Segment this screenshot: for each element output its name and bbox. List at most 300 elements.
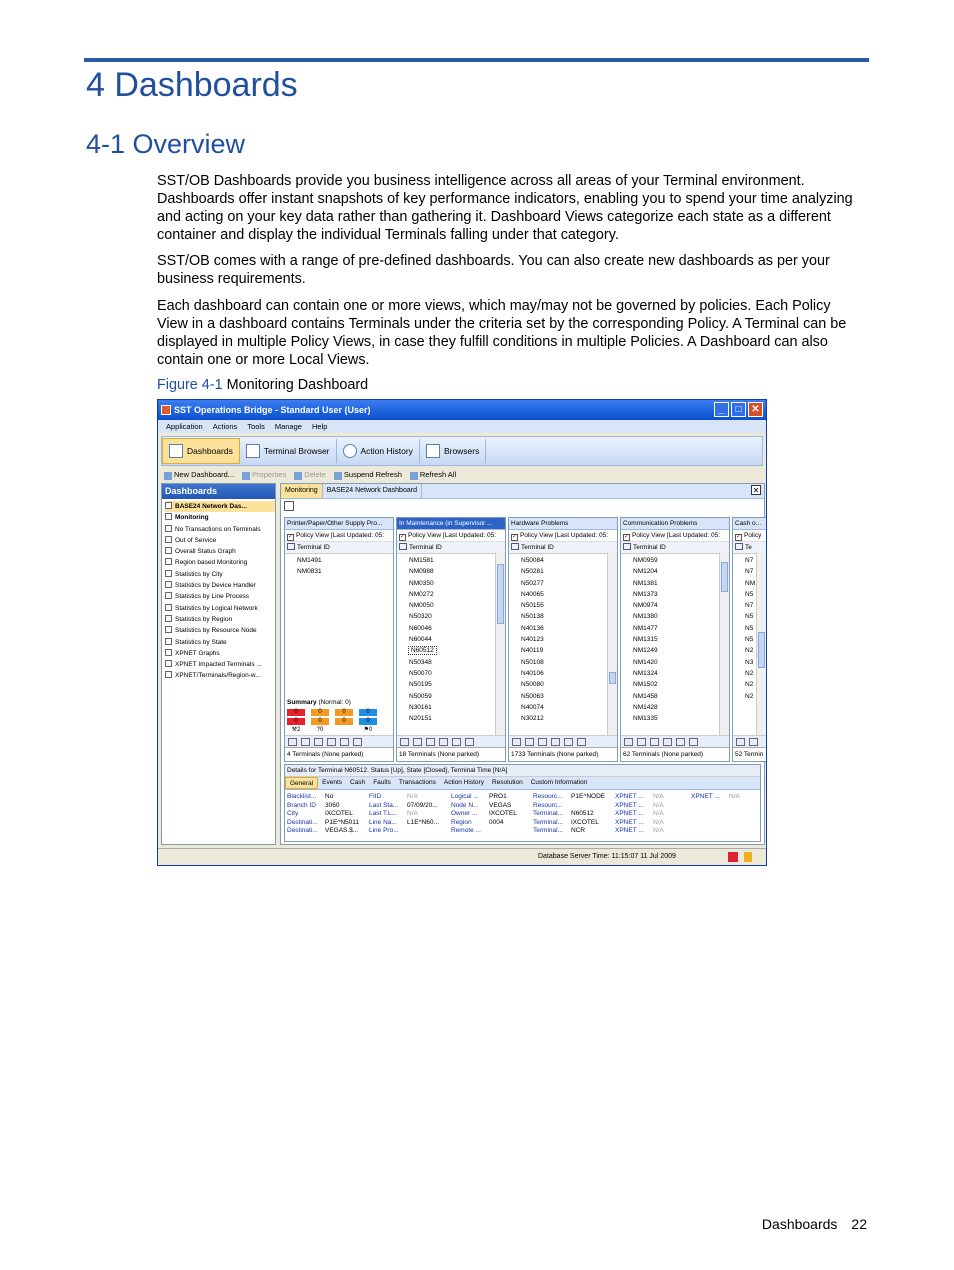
summary-count-value: 2 (297, 727, 301, 733)
tab-events[interactable]: Events (322, 779, 342, 786)
tree-item-label: Statistics by Resource Node (175, 627, 257, 635)
policy-view-label: Policy View [Last Updated: 05: (632, 532, 721, 539)
nav-browsers-label: Browsers (443, 446, 480, 456)
properties-button[interactable] (242, 470, 286, 479)
checkbox-icon: ✓ (624, 534, 630, 540)
dashboard-item-icon (165, 671, 172, 678)
details-group (615, 793, 689, 836)
list-item[interactable]: N5 (745, 613, 754, 621)
detail-key: Destinati... (287, 818, 318, 826)
detail-key: Last Sta... (369, 801, 399, 809)
summary-cell: 0 (287, 709, 305, 716)
scrollbar-thumb[interactable] (721, 562, 728, 592)
summary-count (311, 727, 329, 734)
detail-value: N/A (407, 793, 418, 800)
tree-item-label: Statistics by Line Process (175, 593, 250, 601)
list-item[interactable]: N40074 (521, 703, 544, 711)
detail-key: XPNET ... (615, 810, 644, 818)
toolbar-icon[interactable] (525, 738, 534, 746)
tab-faults[interactable]: Faults (373, 779, 391, 786)
policy-view-columns (284, 517, 767, 762)
scrollbar-thumb[interactable] (758, 632, 765, 668)
detail-value: N/A (653, 793, 664, 800)
detail-value: P1E^N5011 (325, 818, 360, 826)
terminal-id-label: Terminal ID (521, 544, 554, 551)
detail-value: N/A (407, 810, 418, 818)
details-group (691, 793, 759, 836)
detail-key: Last T.L... (369, 810, 398, 818)
details-group (287, 793, 367, 836)
nav-bar (161, 436, 763, 466)
list-item[interactable]: NM1458 (633, 692, 658, 700)
toolbar-icon[interactable] (624, 738, 633, 746)
detail-value: IXCOTEL (571, 818, 599, 826)
terminal-id-header[interactable] (621, 542, 729, 554)
list-item[interactable]: NM1249 (633, 647, 658, 655)
list-item[interactable]: NM0350 (409, 579, 434, 587)
scrollbar[interactable] (756, 552, 766, 742)
toolbar-icon[interactable] (288, 738, 297, 746)
nav-dashboards-label: Dashboards (187, 446, 233, 456)
list-item[interactable]: N50063 (521, 692, 544, 700)
details-group (533, 793, 613, 836)
tree-item[interactable] (165, 501, 275, 512)
close-icon[interactable]: ✕ (748, 402, 763, 417)
detail-value: 0004 (489, 818, 504, 826)
grid-icon (623, 543, 631, 550)
details-tabs (285, 777, 760, 790)
list-item[interactable]: N50155 (521, 602, 544, 610)
tree-item-label: XPNET Graphs (175, 649, 220, 657)
dashboards-pane-title: Dashboards (162, 484, 275, 499)
list-item[interactable]: N30161 (409, 703, 432, 711)
tool-icon: ⚒ (291, 727, 298, 733)
grid-icon (511, 543, 519, 550)
column-title[interactable]: Printer/Paper/Other Supply Pro... (285, 518, 393, 530)
scrollbar[interactable] (607, 552, 617, 742)
help-icon[interactable] (728, 852, 738, 862)
detail-key: XPNET ... (615, 818, 644, 826)
list-item[interactable]: N2 (745, 692, 754, 700)
list-item[interactable]: N50348 (409, 658, 432, 666)
tree-item[interactable] (165, 535, 275, 546)
tree-item[interactable] (165, 512, 275, 523)
maximize-icon[interactable]: □ (731, 402, 746, 417)
policy-view-label: Policy View [Last Updated: 05: (408, 532, 497, 539)
list-item[interactable]: N5 (745, 636, 754, 644)
list-item[interactable]: N40119 (521, 647, 544, 655)
summary-panel (287, 699, 391, 734)
checkbox-icon: ✓ (736, 534, 742, 540)
detail-value: P1E^NODE (571, 793, 606, 800)
list-item[interactable]: N50059 (409, 692, 432, 700)
tree-item[interactable] (165, 580, 275, 591)
detail-key: FIID (369, 793, 382, 800)
tree-item[interactable] (165, 625, 275, 636)
detail-value: IXCOTEL (489, 810, 517, 818)
detail-key: Remote ... (451, 827, 481, 835)
toolbar-icon[interactable] (400, 738, 409, 746)
terminal-id-header[interactable] (509, 542, 617, 554)
list-item[interactable]: NM0050 (409, 602, 434, 610)
nav-dashboards[interactable] (162, 438, 240, 464)
nav-terminal-browser[interactable] (240, 439, 337, 463)
list-item[interactable]: N7 (745, 568, 754, 576)
browser-icon (246, 444, 260, 458)
list-item[interactable]: N3 (745, 658, 754, 666)
dashboard-item-icon (165, 547, 172, 554)
chapter-title: 4 Dashboards (86, 66, 298, 104)
list-item[interactable]: N30212 (521, 715, 544, 723)
checkbox-icon: ✓ (288, 534, 294, 540)
terminal-list (297, 555, 393, 578)
dashboard-item-icon (165, 525, 172, 532)
detail-key: Terminal... (533, 827, 563, 835)
list-item[interactable]: N60046 (409, 624, 432, 632)
tree-item-label: Overall Status Graph (175, 548, 236, 556)
policy-view-row[interactable] (621, 530, 729, 542)
detail-key: XPNET ... (615, 801, 644, 809)
toolbar-icon[interactable] (689, 738, 698, 746)
policy-view-row[interactable] (285, 530, 393, 542)
paragraph-2: SST/OB comes with a range of pre-defined dashboards. You can also create new dashboards as per your business requirements. (157, 253, 830, 287)
detail-value: NCR (571, 827, 586, 835)
list-item[interactable]: N50281 (521, 568, 544, 576)
tree-item[interactable] (165, 569, 275, 580)
tree-item-label: Statistics by City (175, 570, 223, 578)
list-item[interactable]: NM1420 (633, 658, 658, 666)
summary-count-value: 0 (320, 727, 324, 733)
policy-view-column (396, 517, 506, 762)
toolbar-icon[interactable] (512, 738, 521, 746)
summary-count (359, 727, 377, 734)
list-item[interactable]: N2 (745, 647, 754, 655)
dashboard-item-icon (165, 536, 172, 543)
detail-key: Line Pro... (369, 827, 399, 835)
summary-cell: 0 (335, 718, 353, 725)
dashboards-pane (161, 483, 276, 845)
detail-key: Terminal... (533, 810, 563, 818)
paragraph-3: Each dashboard can contain one or more views, which may/may not be governed by policies. Each Policy View in a dashboard contains Terminals under the criteria set by the corresponding Policy. A Terminal can be displayed in multiple Policy Views, in case they fulfill conditions in multiple Policies. A Dashboard can also contain one or more Local Views. (157, 298, 847, 368)
menu-manage[interactable]: Manage (274, 422, 302, 431)
tree-item[interactable] (165, 670, 275, 681)
toolbar-icon[interactable] (650, 738, 659, 746)
menu-bar (158, 420, 766, 433)
list-item[interactable]: NM1335 (633, 715, 658, 723)
detail-value: L1E^N60... (407, 818, 439, 826)
list-item[interactable] (409, 645, 505, 656)
detail-value: N/A (653, 818, 664, 826)
policy-view-column (732, 517, 767, 762)
scrollbar[interactable] (495, 552, 505, 742)
detail-key: Branch ID (287, 801, 316, 809)
toolbar-icon[interactable] (663, 738, 672, 746)
tree-item[interactable] (165, 614, 275, 625)
dashboard-icon (169, 444, 183, 458)
summary-cell: 0 (287, 718, 305, 725)
detail-value: N/A (653, 827, 664, 835)
tree-item-label: XPNET Impacted Terminals ... (175, 661, 262, 669)
tab-general[interactable]: General (285, 777, 318, 789)
menu-help[interactable]: Help (311, 422, 328, 431)
details-group (369, 793, 449, 836)
list-item[interactable]: N2 (745, 681, 754, 689)
tree-item-label: Statistics by State (175, 638, 227, 646)
list-item[interactable]: N5 (745, 590, 754, 598)
suspend-refresh-button[interactable] (334, 470, 402, 479)
footer-page-number: 22 (851, 1216, 867, 1232)
dashboard-item-icon (165, 604, 172, 611)
tab-resolution[interactable]: Resolution (491, 779, 523, 786)
scrollbar[interactable] (719, 552, 729, 742)
terminal-id-header[interactable] (285, 542, 393, 554)
list-item[interactable]: N7 (745, 557, 754, 564)
detail-value: N/A (729, 793, 740, 800)
toolbar-icon[interactable] (637, 738, 646, 746)
summary-count (287, 727, 305, 734)
tree-item-label: Monitoring (175, 514, 209, 522)
detail-key: XPNET ... (691, 793, 720, 800)
chapter-rule (84, 58, 869, 62)
list-item[interactable]: NM0272 (409, 590, 434, 598)
dashboard-item-icon (165, 626, 172, 633)
tree-item[interactable] (165, 648, 275, 659)
summary-label: Summary (287, 699, 317, 706)
terminal-details (284, 764, 761, 842)
toolbar-icon[interactable] (413, 738, 422, 746)
tree-item[interactable] (165, 546, 275, 557)
list-item[interactable]: N50195 (409, 681, 432, 689)
summary-cell: 0 (335, 709, 353, 716)
toolbar-icon[interactable] (340, 738, 349, 746)
status-bar (158, 848, 766, 865)
list-item[interactable]: N7 (745, 602, 754, 610)
list-item[interactable]: N40123 (521, 636, 544, 644)
tab-custom-information[interactable]: Custom Information (530, 779, 588, 786)
tab-cash[interactable]: Cash (350, 779, 366, 786)
detail-value (489, 827, 531, 836)
terminal-id-label: Terminal ID (409, 544, 442, 551)
tree-item[interactable] (165, 524, 275, 535)
tree-item-label: Statistics by Device Handler (175, 582, 256, 590)
detail-value: VEGAS.$... (325, 827, 359, 835)
detail-key: Terminal... (533, 818, 563, 826)
nav-terminal-browser-label: Terminal Browser (263, 446, 330, 456)
policy-view-row[interactable] (509, 530, 617, 542)
detail-key: Region (451, 818, 472, 826)
toolbar-icon[interactable] (465, 738, 474, 746)
list-item[interactable]: NM1491 (297, 557, 322, 564)
list-item[interactable]: NM1373 (633, 590, 658, 598)
toolbar-icon[interactable] (426, 738, 435, 746)
column-footer: 62 Terminals (None parked) (621, 747, 729, 761)
focused-item[interactable]: N60512 (411, 647, 434, 655)
tree-item-label: Out of Service (175, 536, 217, 544)
refresh-all-button[interactable] (410, 470, 456, 479)
terminal-list (521, 555, 617, 724)
minimize-icon[interactable]: _ (714, 402, 729, 417)
detail-key: Resourc... (533, 793, 563, 800)
toolbar-icon[interactable] (452, 738, 461, 746)
list-item[interactable]: N50080 (521, 681, 544, 689)
refresh-all-label: Refresh All (419, 470, 457, 480)
tree-item[interactable] (165, 659, 275, 670)
properties-icon (242, 472, 250, 480)
tree-item[interactable] (165, 557, 275, 568)
paragraph-1: SST/OB Dashboards provide you business intelligence across all areas of your Terminal environment. Dashboards offer instant snapshots of key performance indicators, enabling you to spend your time analyzing and acting on your key data rather than gathering it. Dashboard Views categorize each state as a different container and display the individual Terminals falling under that category. (157, 173, 853, 243)
tree-item[interactable] (165, 591, 275, 602)
tab-monitoring[interactable]: Monitoring (281, 484, 323, 498)
list-item[interactable]: N40136 (521, 624, 544, 632)
toolbar-icon[interactable] (551, 738, 560, 746)
grid-icon (735, 543, 743, 550)
list-item[interactable]: NM1581 (409, 557, 434, 564)
column-title[interactable]: Hardware Problems (509, 518, 617, 530)
policy-view-label: Policy View [Last Updated: 05: (520, 532, 609, 539)
toolbar-icon[interactable] (439, 738, 448, 746)
toolbar-icon[interactable] (749, 738, 758, 746)
policy-view-row[interactable] (733, 530, 766, 542)
list-item[interactable]: NM1428 (633, 703, 658, 711)
tab-action-history[interactable]: Action History (443, 779, 484, 786)
lock-icon[interactable] (744, 852, 752, 862)
list-item[interactable]: NM1204 (633, 568, 658, 576)
tab-base24[interactable]: BASE24 Network Dashboard (323, 484, 422, 498)
toolbar-icon[interactable] (564, 738, 573, 746)
detail-key: City (287, 810, 299, 818)
toolbar-icon[interactable] (676, 738, 685, 746)
server-time: Database Server Time: 11:15:07 11 Jul 2009 (538, 853, 676, 860)
toolbar-icon[interactable] (577, 738, 586, 746)
list-item[interactable]: NM1315 (633, 636, 658, 644)
suspend-refresh-label: Suspend Refresh (343, 470, 402, 480)
layout-icon[interactable] (284, 501, 294, 511)
list-item[interactable]: NM1324 (633, 669, 658, 677)
detail-value: N/A (653, 810, 664, 818)
column-footer: 4 Terminals (None parked) (285, 747, 393, 761)
terminal-list (633, 555, 729, 724)
list-item[interactable]: N50277 (521, 579, 544, 587)
toolbar-icon[interactable] (301, 738, 310, 746)
tree-item-label: Region based Monitoring (175, 559, 248, 567)
details-group (451, 793, 531, 836)
properties-label: Properties (252, 470, 287, 480)
detail-key: Destinati... (287, 827, 318, 835)
detail-value: N/A (653, 801, 664, 809)
detail-value: No (325, 793, 334, 800)
list-item[interactable]: NM1381 (633, 579, 658, 587)
checkbox-icon: ✓ (400, 534, 406, 540)
nav-action-history[interactable] (337, 439, 420, 463)
tree-item-label: Statistics by Region (175, 615, 233, 623)
dashboard-item-icon (165, 649, 172, 656)
new-dashboard-button[interactable] (164, 470, 234, 479)
scrollbar-thumb[interactable] (609, 672, 616, 684)
policy-view-row[interactable] (397, 530, 505, 542)
toolbar-icon[interactable] (327, 738, 336, 746)
figure-caption (157, 377, 368, 393)
pin-icon: ⚑ (363, 727, 370, 733)
list-item[interactable]: NM0988 (409, 568, 434, 576)
list-item[interactable]: NM0974 (633, 602, 658, 610)
toolbar-icon[interactable] (314, 738, 323, 746)
summary-grid (287, 709, 391, 734)
list-item[interactable]: NM (745, 579, 756, 587)
list-item[interactable]: N50108 (521, 658, 544, 666)
menu-tools[interactable]: Tools (247, 422, 265, 431)
toolbar-icon[interactable] (353, 738, 362, 746)
action-bar (161, 468, 763, 482)
grid-icon (399, 543, 407, 550)
toolbar-icon[interactable] (736, 738, 745, 746)
list-item[interactable]: NM1502 (633, 681, 658, 689)
list-item[interactable]: N40065 (521, 590, 544, 598)
list-item[interactable]: NM1380 (633, 613, 658, 621)
list-item[interactable]: N50070 (409, 669, 432, 677)
list-item[interactable]: N20151 (409, 715, 432, 723)
summary-cell: 0 (311, 709, 329, 716)
list-item[interactable]: NM1477 (633, 624, 658, 632)
tree-item-label: XPNET/Terminals/Region-w... (175, 672, 261, 680)
detail-value: VEGAS (489, 801, 512, 809)
summary-cell: 0 (359, 718, 377, 725)
list-item[interactable]: NM0831 (297, 568, 322, 576)
list-item[interactable]: N5 (745, 624, 754, 632)
title-bar (158, 400, 766, 420)
menu-actions[interactable]: Actions (212, 422, 238, 431)
page-footer (762, 1216, 867, 1232)
summary-normal: (Normal: 0) (318, 699, 351, 706)
list-item[interactable]: N60044 (409, 636, 432, 644)
clock-icon (343, 444, 357, 458)
menu-application[interactable]: Application (166, 422, 203, 431)
new-dashboard-icon (164, 472, 172, 480)
terminal-id-header[interactable] (397, 542, 505, 554)
footer-section: Dashboards (761, 1216, 838, 1232)
toolbar-icon[interactable] (538, 738, 547, 746)
tree-item[interactable] (165, 637, 275, 648)
nav-browsers[interactable] (420, 439, 486, 463)
list-item[interactable]: N2 (745, 669, 754, 677)
tree-item[interactable] (165, 603, 275, 614)
policy-view-column (620, 517, 730, 762)
detail-value: 07/09/20... (407, 801, 438, 809)
close-tab-icon[interactable]: ✕ (752, 486, 760, 495)
column-title[interactable]: In Maintenance (in Supervisor ... (397, 518, 505, 530)
detail-key: Owner ... (451, 810, 478, 818)
list-item[interactable]: N50138 (521, 613, 544, 621)
column-title[interactable]: Cash o... (733, 518, 766, 530)
detail-key: Logical ... (451, 793, 479, 800)
list-item[interactable]: N50084 (521, 557, 544, 564)
tab-transactions[interactable]: Transactions (398, 779, 436, 786)
list-item[interactable]: N50320 (409, 613, 432, 621)
scrollbar-thumb[interactable] (497, 564, 504, 624)
delete-button[interactable] (294, 470, 326, 479)
dashboard-item-icon (165, 638, 172, 645)
dashboard-item-icon (165, 513, 172, 520)
column-footer: 52 Termin (733, 747, 766, 761)
column-footer: 18 Terminals (None parked) (397, 747, 505, 761)
list-item[interactable]: N40106 (521, 669, 544, 677)
tree-item-label: Statistics by Logical Network (175, 604, 258, 612)
policy-view-column (508, 517, 618, 762)
details-grid (285, 790, 760, 836)
figure-title: Monitoring Dashboard (226, 377, 369, 393)
nav-action-history-label: Action History (360, 446, 413, 456)
column-title[interactable]: Communication Problems (621, 518, 729, 530)
list-item[interactable]: NM0959 (633, 557, 658, 564)
